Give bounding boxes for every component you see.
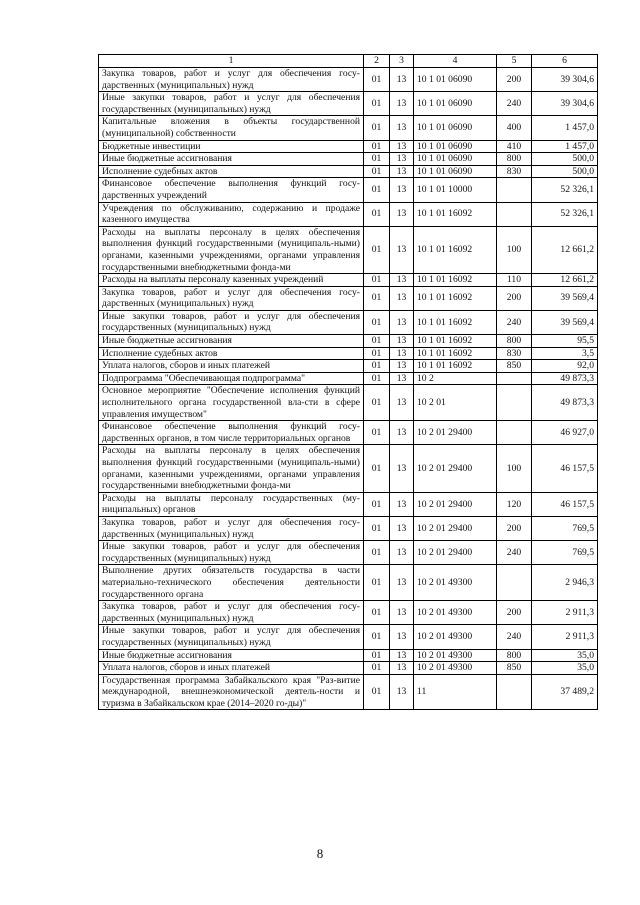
target-article-cell: 10 1 01 06090 <box>414 92 497 116</box>
target-article-cell: 10 1 01 06090 <box>414 165 497 178</box>
row-name-cell: Финансовое обеспечение выполнения функций госу-дарственных органов, в том числе территориальных органов <box>99 421 364 445</box>
subsection-code-cell: 13 <box>390 649 414 662</box>
section-code-cell: 01 <box>364 274 390 287</box>
section-code-cell: 01 <box>364 385 390 421</box>
subsection-code-cell: 13 <box>390 165 414 178</box>
section-code-cell: 01 <box>364 445 390 492</box>
table-row <box>99 310 598 334</box>
row-name-cell: Закупка товаров, работ и услуг для обеспечения госу-дарственных (муниципальных) нужд <box>99 286 364 310</box>
target-article-cell: 10 1 01 16092 <box>414 347 497 360</box>
section-code-cell: 01 <box>364 565 390 601</box>
section-code-cell: 01 <box>364 116 390 140</box>
expense-type-cell: 200 <box>497 286 532 310</box>
table-row <box>99 165 598 178</box>
section-code-cell: 01 <box>364 674 390 710</box>
row-name-cell: Уплата налогов, сборов и иных платежей <box>99 360 364 373</box>
row-name-cell: Иные закупки товаров, работ и услуг для обеспечения государственных (муниципальных) нужд <box>99 541 364 565</box>
section-code-cell: 01 <box>364 662 390 675</box>
row-name-cell: Расходы на выплаты персоналу государственных (му-ниципальных) органов <box>99 492 364 516</box>
column-header: 4 <box>414 55 497 68</box>
target-article-cell: 10 2 01 49300 <box>414 649 497 662</box>
row-name-cell: Иные бюджетные ассигнования <box>99 335 364 348</box>
subsection-code-cell: 13 <box>390 335 414 348</box>
row-name-cell: Бюджетные инвестиции <box>99 140 364 153</box>
row-name-cell: Финансовое обеспечение выполнения функций госу-дарственных учреждений <box>99 178 364 202</box>
table-row <box>99 421 598 445</box>
table-row <box>99 286 598 310</box>
target-article-cell: 10 1 01 16092 <box>414 286 497 310</box>
target-article-cell: 10 2 <box>414 372 497 385</box>
expense-type-cell: 110 <box>497 274 532 287</box>
amount-cell: 39 304,6 <box>532 68 598 92</box>
subsection-code-cell: 13 <box>390 674 414 710</box>
target-article-cell: 10 2 01 29400 <box>414 445 497 492</box>
subsection-code-cell: 13 <box>390 372 414 385</box>
table-row <box>99 274 598 287</box>
expense-type-cell: 850 <box>497 360 532 373</box>
amount-cell: 37 489,2 <box>532 674 598 710</box>
subsection-code-cell: 13 <box>390 286 414 310</box>
subsection-code-cell: 13 <box>390 92 414 116</box>
table-row <box>99 445 598 492</box>
target-article-cell: 10 1 01 16092 <box>414 310 497 334</box>
amount-cell: 39 569,4 <box>532 286 598 310</box>
target-article-cell: 10 2 01 29400 <box>414 541 497 565</box>
section-code-cell: 01 <box>364 649 390 662</box>
amount-cell: 2 911,3 <box>532 625 598 649</box>
expense-type-cell <box>497 202 532 226</box>
subsection-code-cell: 13 <box>390 68 414 92</box>
table-row <box>99 516 598 540</box>
section-code-cell: 01 <box>364 492 390 516</box>
expense-type-cell: 830 <box>497 347 532 360</box>
section-code-cell: 01 <box>364 153 390 166</box>
target-article-cell: 10 2 01 <box>414 385 497 421</box>
target-article-cell: 10 1 01 06090 <box>414 68 497 92</box>
column-header: 3 <box>390 55 414 68</box>
amount-cell: 35,0 <box>532 649 598 662</box>
amount-cell: 3,5 <box>532 347 598 360</box>
expense-type-cell: 240 <box>497 92 532 116</box>
section-code-cell: 01 <box>364 178 390 202</box>
expense-type-cell: 200 <box>497 68 532 92</box>
expense-type-cell: 120 <box>497 492 532 516</box>
section-code-cell: 01 <box>364 165 390 178</box>
table-row <box>99 92 598 116</box>
target-article-cell: 10 2 01 49300 <box>414 662 497 675</box>
section-code-cell: 01 <box>364 421 390 445</box>
section-code-cell: 01 <box>364 68 390 92</box>
section-code-cell: 01 <box>364 92 390 116</box>
expense-type-cell: 850 <box>497 662 532 675</box>
amount-cell: 2 911,3 <box>532 601 598 625</box>
expense-type-cell: 800 <box>497 335 532 348</box>
expense-type-cell: 400 <box>497 116 532 140</box>
subsection-code-cell: 13 <box>390 385 414 421</box>
table-row <box>99 202 598 226</box>
expense-type-cell <box>497 385 532 421</box>
subsection-code-cell: 13 <box>390 492 414 516</box>
section-code-cell: 01 <box>364 140 390 153</box>
target-article-cell: 10 2 01 29400 <box>414 492 497 516</box>
section-code-cell: 01 <box>364 226 390 273</box>
expense-type-cell <box>497 178 532 202</box>
row-name-cell: Иные бюджетные ассигнования <box>99 649 364 662</box>
amount-cell: 1 457,0 <box>532 140 598 153</box>
section-code-cell: 01 <box>364 541 390 565</box>
row-name-cell: Капитальные вложения в объекты государственной (муниципальной) собственности <box>99 116 364 140</box>
table-row <box>99 153 598 166</box>
target-article-cell: 10 1 01 06090 <box>414 140 497 153</box>
row-name-cell: Закупка товаров, работ и услуг для обеспечения госу-дарственных (муниципальных) нужд <box>99 68 364 92</box>
subsection-code-cell: 13 <box>390 565 414 601</box>
expense-type-cell: 100 <box>497 226 532 273</box>
table-row <box>99 178 598 202</box>
expense-type-cell: 240 <box>497 625 532 649</box>
target-article-cell: 10 2 01 29400 <box>414 516 497 540</box>
row-name-cell: Выполнение других обязательств государства в части материально-технического обеспечения деятельности государственного органа <box>99 565 364 601</box>
row-name-cell: Государственная программа Забайкальского края "Раз-витие международной, внешнеэкономической деятель-ности и туризма в Забайкальском крае (2014–2020 го-ды)" <box>99 674 364 710</box>
amount-cell: 35,0 <box>532 662 598 675</box>
table-row <box>99 335 598 348</box>
expense-type-cell <box>497 372 532 385</box>
budget-table <box>98 54 598 710</box>
column-header: 2 <box>364 55 390 68</box>
table-row <box>99 662 598 675</box>
table-row <box>99 116 598 140</box>
amount-cell: 1 457,0 <box>532 116 598 140</box>
row-name-cell: Иные бюджетные ассигнования <box>99 153 364 166</box>
amount-cell: 95,5 <box>532 335 598 348</box>
target-article-cell: 10 2 01 29400 <box>414 421 497 445</box>
expense-type-cell: 200 <box>497 516 532 540</box>
target-article-cell: 10 1 01 16092 <box>414 274 497 287</box>
amount-cell: 39 569,4 <box>532 310 598 334</box>
table-row <box>99 601 598 625</box>
table-row <box>99 565 598 601</box>
section-code-cell: 01 <box>364 360 390 373</box>
expense-type-cell: 410 <box>497 140 532 153</box>
table-row <box>99 674 598 710</box>
target-article-cell: 10 2 01 49300 <box>414 625 497 649</box>
amount-cell: 92,0 <box>532 360 598 373</box>
target-article-cell: 10 1 01 06090 <box>414 153 497 166</box>
target-article-cell: 10 2 01 49300 <box>414 565 497 601</box>
table-row <box>99 541 598 565</box>
amount-cell: 769,5 <box>532 541 598 565</box>
amount-cell: 52 326,1 <box>532 202 598 226</box>
subsection-code-cell: 13 <box>390 541 414 565</box>
expense-type-cell: 800 <box>497 649 532 662</box>
subsection-code-cell: 13 <box>390 274 414 287</box>
row-name-cell: Иные закупки товаров, работ и услуг для обеспечения государственных (муниципальных) нужд <box>99 310 364 334</box>
expense-type-cell: 240 <box>497 310 532 334</box>
column-header: 5 <box>497 55 532 68</box>
row-name-cell: Закупка товаров, работ и услуг для обеспечения госу-дарственных (муниципальных) нужд <box>99 601 364 625</box>
subsection-code-cell: 13 <box>390 625 414 649</box>
column-header: 6 <box>532 55 598 68</box>
section-code-cell: 01 <box>364 335 390 348</box>
subsection-code-cell: 13 <box>390 202 414 226</box>
target-article-cell: 11 <box>414 674 497 710</box>
amount-cell: 12 661,2 <box>532 226 598 273</box>
expense-type-cell: 830 <box>497 165 532 178</box>
table-row <box>99 360 598 373</box>
row-name-cell: Исполнение судебных актов <box>99 165 364 178</box>
row-name-cell: Расходы на выплаты персоналу в целях обеспечения выполнения функций государственными (муниципаль-ными) органами, казенными учреждениями, органами управления государственными внебюджетными фонда-ми <box>99 226 364 273</box>
table-row <box>99 226 598 273</box>
section-code-cell: 01 <box>364 516 390 540</box>
amount-cell: 12 661,2 <box>532 274 598 287</box>
row-name-cell: Расходы на выплаты персоналу казенных учреждений <box>99 274 364 287</box>
table-row <box>99 140 598 153</box>
expense-type-cell <box>497 421 532 445</box>
subsection-code-cell: 13 <box>390 445 414 492</box>
expense-type-cell: 100 <box>497 445 532 492</box>
subsection-code-cell: 13 <box>390 516 414 540</box>
table-row <box>99 649 598 662</box>
amount-cell: 52 326,1 <box>532 178 598 202</box>
target-article-cell: 10 1 01 16092 <box>414 226 497 273</box>
section-code-cell: 01 <box>364 202 390 226</box>
table-row <box>99 492 598 516</box>
row-name-cell: Уплата налогов, сборов и иных платежей <box>99 662 364 675</box>
amount-cell: 49 873,3 <box>532 372 598 385</box>
table-row <box>99 347 598 360</box>
target-article-cell: 10 2 01 49300 <box>414 601 497 625</box>
section-code-cell: 01 <box>364 372 390 385</box>
target-article-cell: 10 1 01 16092 <box>414 202 497 226</box>
row-name-cell: Подпрограмма "Обеспечивающая подпрограмма" <box>99 372 364 385</box>
subsection-code-cell: 13 <box>390 347 414 360</box>
subsection-code-cell: 13 <box>390 310 414 334</box>
target-article-cell: 10 1 01 16092 <box>414 360 497 373</box>
section-code-cell: 01 <box>364 310 390 334</box>
subsection-code-cell: 13 <box>390 178 414 202</box>
section-code-cell: 01 <box>364 601 390 625</box>
subsection-code-cell: 13 <box>390 140 414 153</box>
amount-cell: 39 304,6 <box>532 92 598 116</box>
row-name-cell: Иные закупки товаров, работ и услуг для обеспечения государственных (муниципальных) нужд <box>99 625 364 649</box>
row-name-cell: Учреждения по обслуживанию, содержанию и продаже казенного имущества <box>99 202 364 226</box>
amount-cell: 46 927,0 <box>532 421 598 445</box>
amount-cell: 500,0 <box>532 153 598 166</box>
column-header: 1 <box>99 55 364 68</box>
target-article-cell: 10 1 01 10000 <box>414 178 497 202</box>
expense-type-cell: 800 <box>497 153 532 166</box>
table-row <box>99 385 598 421</box>
table-header-row <box>99 55 598 68</box>
expense-type-cell: 200 <box>497 601 532 625</box>
row-name-cell: Расходы на выплаты персоналу в целях обеспечения выполнения функций государственными (муниципаль-ными) органами, казенными учреждениями, органами управления государственными внебюджетными фонда-ми <box>99 445 364 492</box>
amount-cell: 500,0 <box>532 165 598 178</box>
section-code-cell: 01 <box>364 625 390 649</box>
amount-cell: 769,5 <box>532 516 598 540</box>
table-row <box>99 68 598 92</box>
subsection-code-cell: 13 <box>390 421 414 445</box>
subsection-code-cell: 13 <box>390 116 414 140</box>
subsection-code-cell: 13 <box>390 226 414 273</box>
subsection-code-cell: 13 <box>390 662 414 675</box>
row-name-cell: Исполнение судебных актов <box>99 347 364 360</box>
row-name-cell: Основное мероприятие "Обеспечение исполнения функций исполнительного органа государственной вла-сти в сфере управления имуществом" <box>99 385 364 421</box>
section-code-cell: 01 <box>364 286 390 310</box>
subsection-code-cell: 13 <box>390 153 414 166</box>
amount-cell: 46 157,5 <box>532 445 598 492</box>
subsection-code-cell: 13 <box>390 360 414 373</box>
page-number: 8 <box>316 846 324 861</box>
expense-type-cell <box>497 674 532 710</box>
target-article-cell: 10 1 01 16092 <box>414 335 497 348</box>
subsection-code-cell: 13 <box>390 601 414 625</box>
amount-cell: 2 946,3 <box>532 565 598 601</box>
target-article-cell: 10 1 01 06090 <box>414 116 497 140</box>
table-row <box>99 625 598 649</box>
amount-cell: 49 873,3 <box>532 385 598 421</box>
row-name-cell: Закупка товаров, работ и услуг для обеспечения госу-дарственных (муниципальных) нужд <box>99 516 364 540</box>
table-row <box>99 372 598 385</box>
amount-cell: 46 157,5 <box>532 492 598 516</box>
expense-type-cell: 240 <box>497 541 532 565</box>
row-name-cell: Иные закупки товаров, работ и услуг для обеспечения государственных (муниципальных) нужд <box>99 92 364 116</box>
section-code-cell: 01 <box>364 347 390 360</box>
expense-type-cell <box>497 565 532 601</box>
